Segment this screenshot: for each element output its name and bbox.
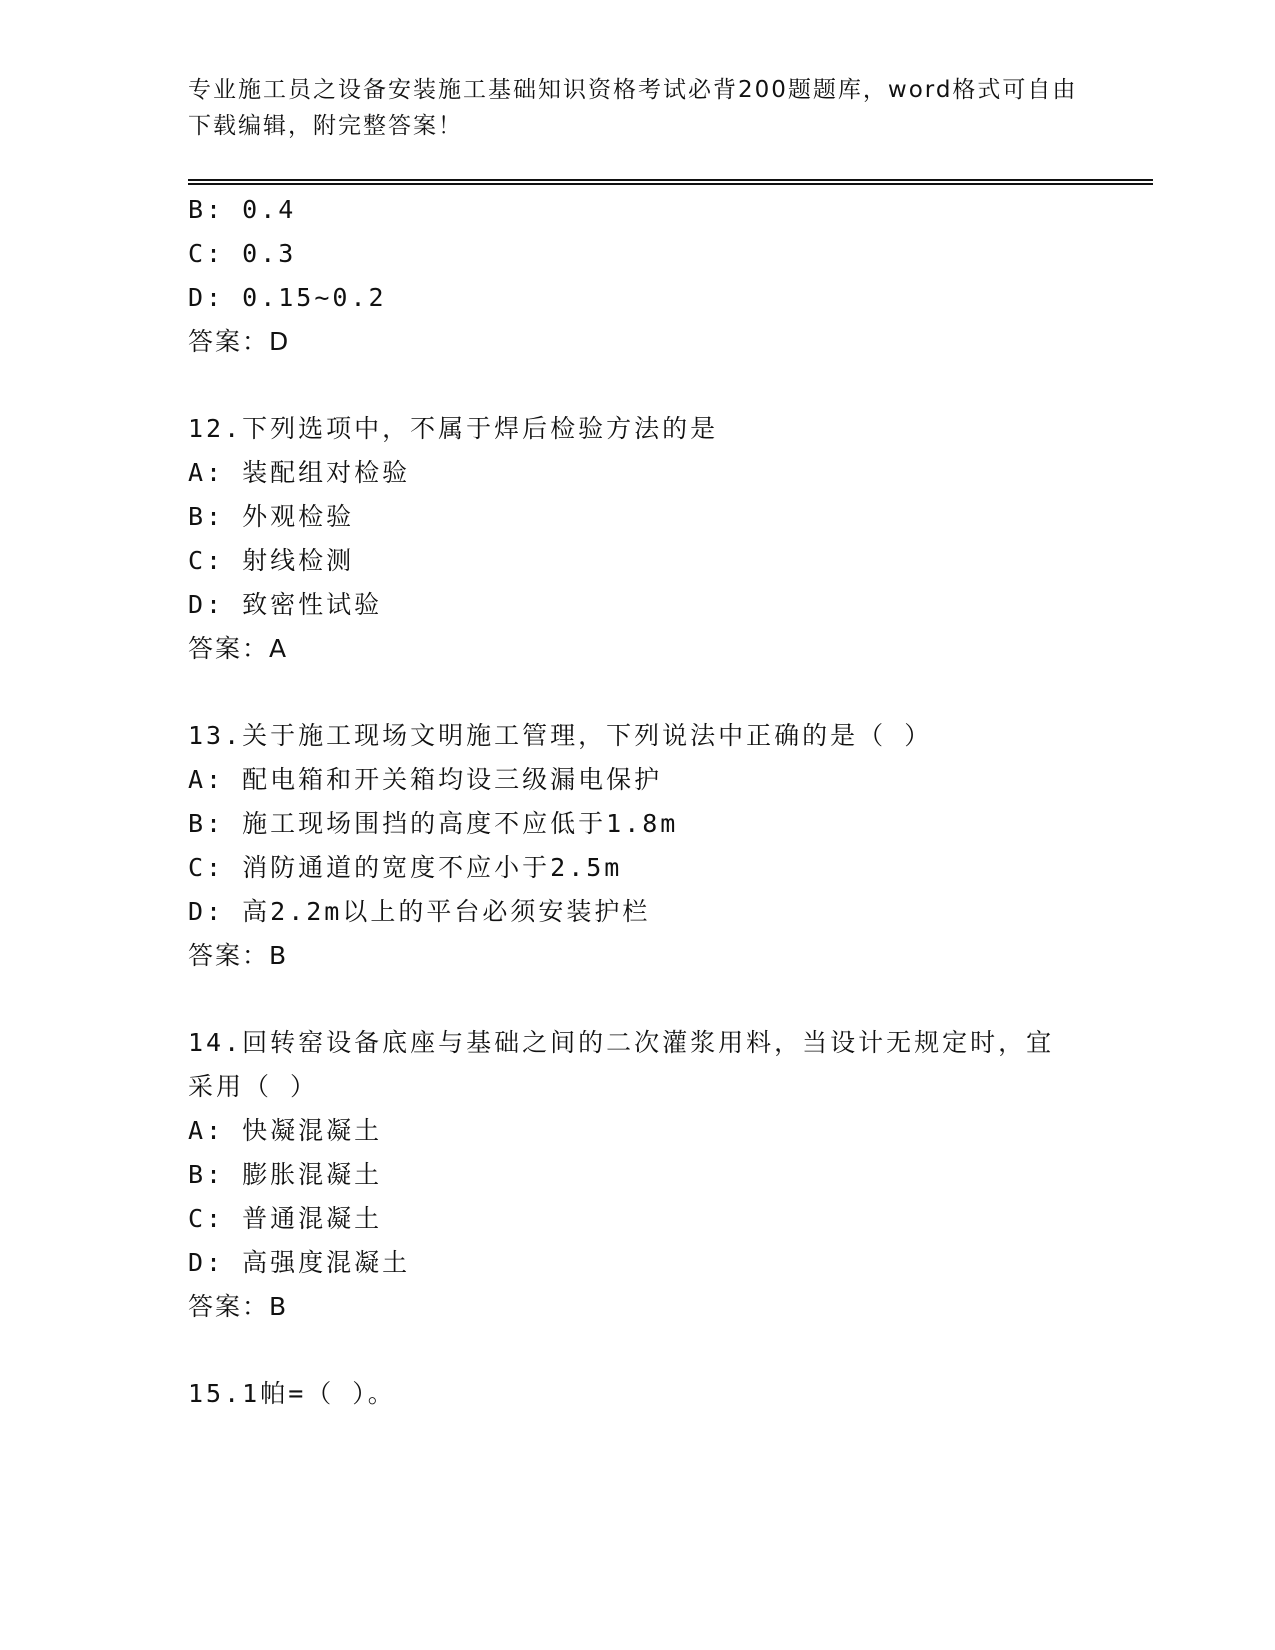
document-header xyxy=(188,72,1088,144)
q11-option-b: B: 0.4 xyxy=(188,195,297,224)
q12-option-b: B: 外观检验 xyxy=(188,502,355,531)
q12-option-a: A: 装配组对检验 xyxy=(188,458,411,487)
q14-option-a: A: 快凝混凝土 xyxy=(188,1116,383,1145)
q13-answer: 答案：B xyxy=(188,941,289,970)
header-divider-bottom xyxy=(188,183,1153,185)
q12-answer: 答案：A xyxy=(188,634,289,663)
q11-option-c: C: 0.3 xyxy=(188,239,297,268)
q13-option-d: D: 高2.2m以上的平台必须安装护栏 xyxy=(188,897,651,926)
q13-question: 13.关于施工现场文明施工管理，下列说法中正确的是（ ） xyxy=(188,721,933,750)
q11-answer: 答案：D xyxy=(188,327,291,356)
q12-option-c: C: 射线检测 xyxy=(188,546,355,575)
q14-option-b: B: 膨胀混凝土 xyxy=(188,1160,383,1189)
q12-option-d: D: 致密性试验 xyxy=(188,590,383,619)
q14-answer: 答案：B xyxy=(188,1292,289,1321)
header-divider-top xyxy=(188,179,1153,181)
q12-question: 12.下列选项中，不属于焊后检验方法的是 xyxy=(188,414,719,443)
q14-question-line-1: 14.回转窑设备底座与基础之间的二次灌浆用料，当设计无规定时，宜 xyxy=(188,1028,1055,1057)
q14-option-c: C: 普通混凝土 xyxy=(188,1204,383,1233)
header-line-2: 下载编辑，附完整答案！ xyxy=(188,113,463,139)
q11-option-d: D: 0.15~0.2 xyxy=(188,283,387,312)
q13-option-a: A: 配电箱和开关箱均设三级漏电保护 xyxy=(188,765,663,794)
q13-option-c: C: 消防通道的宽度不应小于2.5m xyxy=(188,853,623,882)
header-line-1: 专业施工员之设备安装施工基础知识资格考试必背200题题库，word格式可自由 xyxy=(188,77,1078,103)
q14-option-d: D: 高强度混凝土 xyxy=(188,1248,411,1277)
q15-question: 15.1帕=（ ）。 xyxy=(188,1379,396,1408)
q14-question-line-2: 采用（ ） xyxy=(188,1072,319,1101)
q13-option-b: B: 施工现场围挡的高度不应低于1.8m xyxy=(188,809,679,838)
